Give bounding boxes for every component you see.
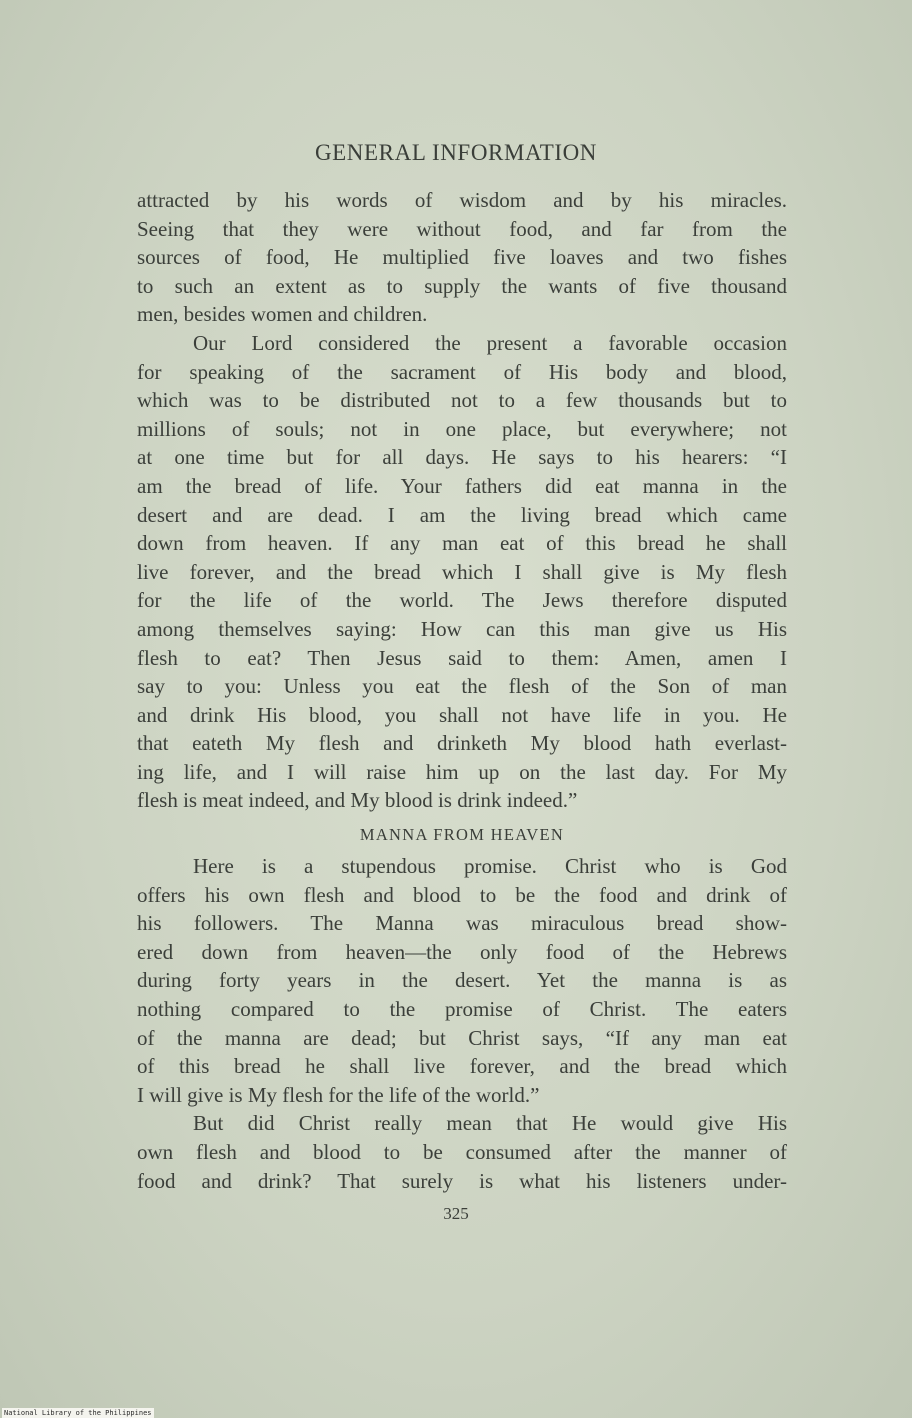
text-line: among themselves saying: How can this man give us His: [137, 616, 787, 641]
text-line: offers his own flesh and blood to be the food and drink of: [137, 882, 787, 907]
text-line: flesh to eat? Then Jesus said to them: Amen, amen I: [137, 645, 787, 670]
paragraph-2: [137, 329, 787, 815]
text-line: live forever, and the bread which I shall give is My flesh: [137, 559, 787, 584]
text-line: ing life, and I will raise him up on the last day. For My: [137, 759, 787, 784]
text-line: men, besides women and children.: [137, 302, 428, 327]
text-line: Seeing that they were without food, and far from the: [137, 216, 787, 241]
text-line: to such an extent as to supply the wants of five thousand: [137, 273, 787, 298]
text-line: own flesh and blood to be consumed after the manner of: [137, 1140, 787, 1164]
text-line: and drink His blood, you shall not have life in you. He: [137, 702, 787, 727]
text-line: am the bread of life. Your fathers did eat manna in the: [137, 473, 787, 498]
text-line: that eateth My flesh and drinketh My blood hath everlast-: [137, 731, 787, 756]
text-line: for the life of the world. The Jews therefore disputed: [137, 588, 787, 613]
text-line: for speaking of the sacrament of His body and blood,: [137, 359, 787, 384]
section-heading: MANNA FROM HEAVEN: [359, 825, 565, 845]
paragraph-4: [137, 1109, 787, 1195]
text-line: nothing compared to the promise of Christ. The eaters: [137, 997, 787, 1022]
text-line: desert and are dead. I am the living bread which came: [137, 502, 787, 527]
text-line: ered down from heaven—the only food of the Hebrews: [137, 939, 787, 964]
text-line: food and drink? That surely is what his listeners under-: [137, 1168, 787, 1193]
text-line: attracted by his words of wisdom and by his miracles.: [137, 188, 787, 212]
page-number: 325: [443, 1204, 469, 1223]
text-line: down from heaven. If any man eat of this bread he shall: [137, 531, 787, 556]
text-line: of this bread he shall live forever, and the bread which: [137, 1054, 787, 1079]
text-line: of the manna are dead; but Christ says, “If any man eat: [137, 1025, 787, 1050]
text-line: which was to be distributed not to a few thousands but to: [137, 388, 787, 413]
text-line: Here is a stupendous promise. Christ who is God: [193, 854, 787, 879]
running-title: GENERAL INFORMATION: [314, 140, 598, 165]
library-credit: National Library of the Philippines: [4, 1409, 152, 1417]
text-line: millions of souls; not in one place, but everywhere; not: [137, 416, 787, 441]
body-text: [137, 186, 787, 1195]
text-line: say to you: Unless you eat the flesh of the Son of man: [137, 674, 787, 699]
text-line: sources of food, He multiplied five loaves and two fishes: [137, 245, 787, 270]
paragraph-1: [137, 186, 787, 329]
text-line: during forty years in the desert. Yet the manna is as: [137, 968, 787, 993]
text-line: at one time but for all days. He says to his hearers: “I: [137, 445, 787, 470]
text-line: his followers. The Manna was miraculous bread show-: [137, 911, 787, 936]
paragraph-3: [137, 852, 787, 1109]
text-line: Our Lord considered the present a favorable occasion: [193, 330, 787, 355]
text-line: flesh is meat indeed, and My blood is drink indeed.”: [137, 788, 578, 813]
text-line: I will give is My flesh for the life of the world.”: [137, 1082, 540, 1107]
text-line: But did Christ really mean that He would give His: [193, 1111, 787, 1136]
